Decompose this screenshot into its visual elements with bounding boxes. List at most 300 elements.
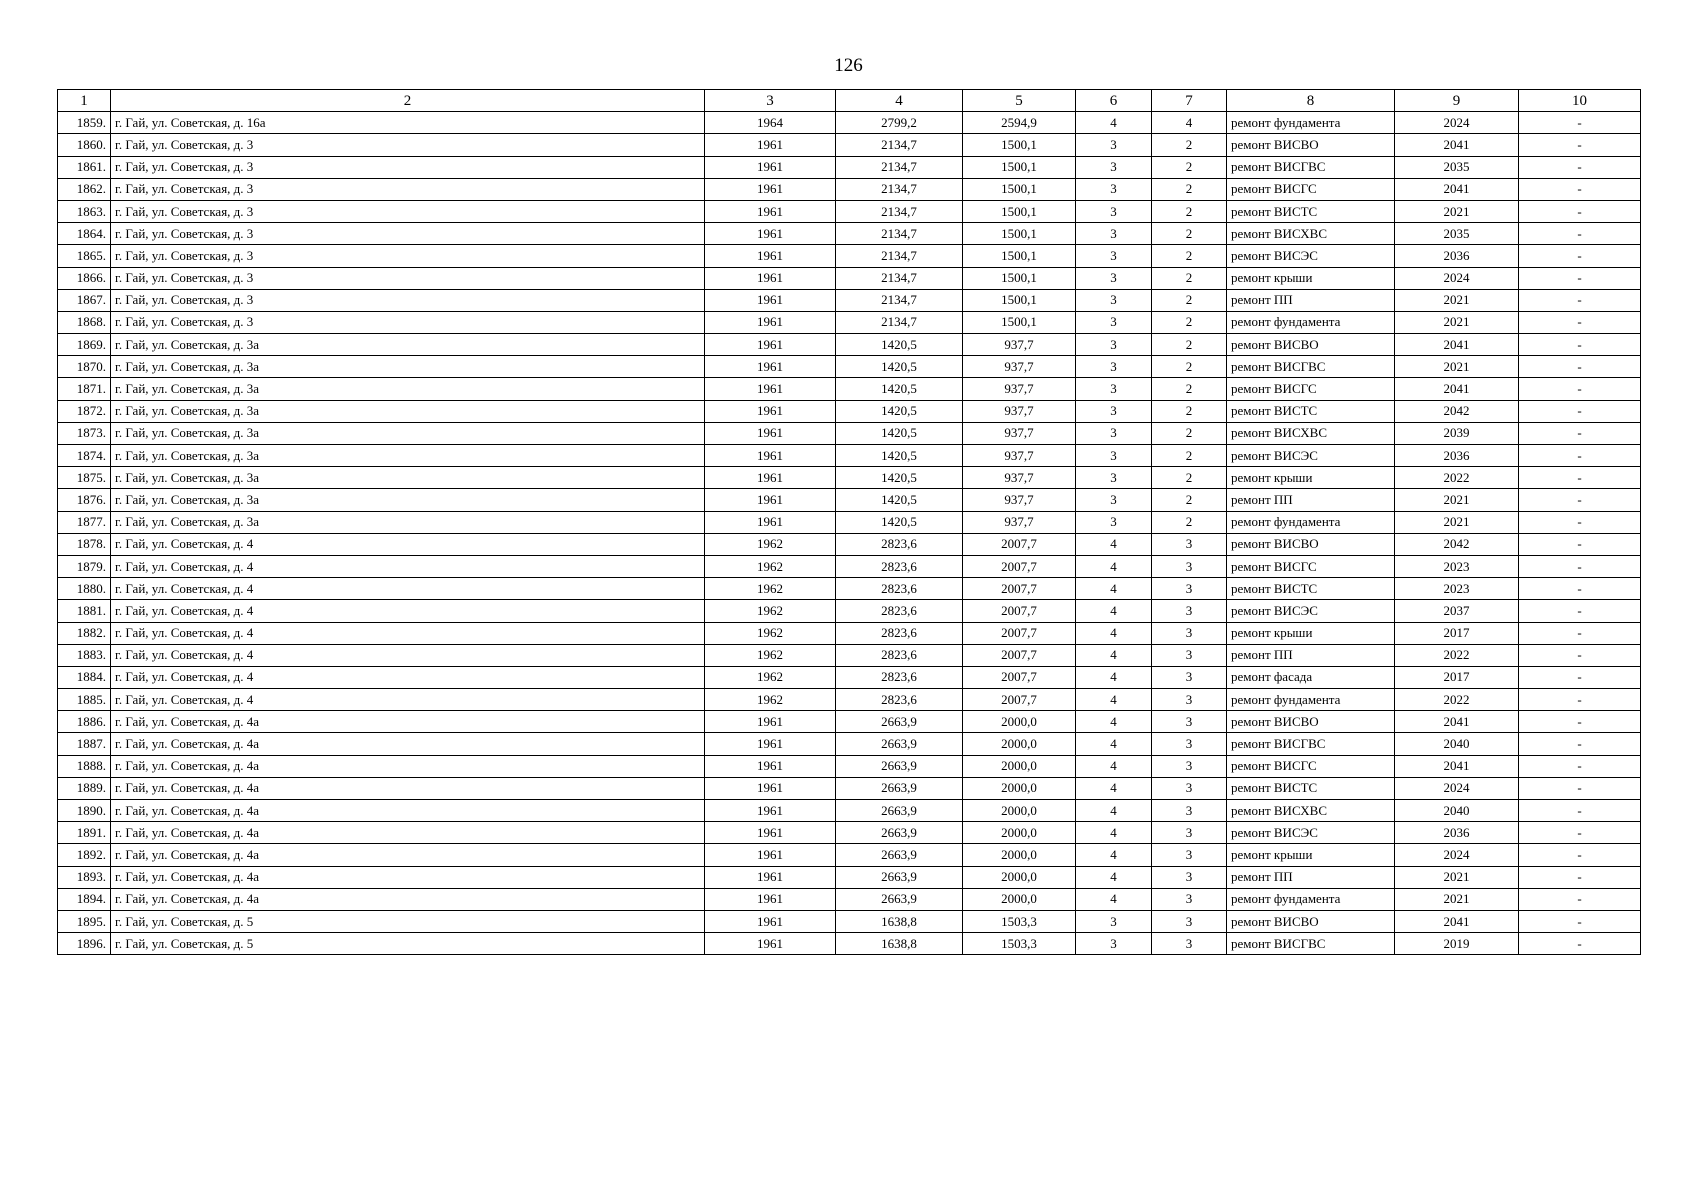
year-cell: 1961 — [705, 178, 836, 200]
work-type-cell: ремонт ВИСГВС — [1227, 356, 1395, 378]
table-row — [58, 400, 1641, 422]
floors-cell: 4 — [1076, 533, 1152, 555]
total-area-cell: 2134,7 — [836, 156, 963, 178]
note-cell: - — [1519, 223, 1641, 245]
total-area-cell: 2663,9 — [836, 822, 963, 844]
entrances-cell: 2 — [1152, 267, 1227, 289]
entrances-cell: 3 — [1152, 910, 1227, 932]
address-cell: г. Гай, ул. Советская, д. 4 — [111, 578, 705, 600]
planned-year-cell: 2041 — [1395, 178, 1519, 200]
work-type-cell: ремонт фундамента — [1227, 112, 1395, 134]
living-area-cell: 937,7 — [963, 489, 1076, 511]
note-cell: - — [1519, 933, 1641, 955]
living-area-cell: 2007,7 — [963, 666, 1076, 688]
table-row — [58, 733, 1641, 755]
floors-cell: 3 — [1076, 334, 1152, 356]
work-type-cell: ремонт ВИСТС — [1227, 578, 1395, 600]
note-cell: - — [1519, 777, 1641, 799]
entrances-cell: 3 — [1152, 578, 1227, 600]
address-cell: г. Гай, ул. Советская, д. 3 — [111, 156, 705, 178]
column-header: 10 — [1519, 90, 1641, 112]
work-type-cell: ремонт ВИСХВС — [1227, 223, 1395, 245]
column-header: 7 — [1152, 90, 1227, 112]
work-type-cell: ремонт фасада — [1227, 666, 1395, 688]
floors-cell: 4 — [1076, 822, 1152, 844]
planned-year-cell: 2024 — [1395, 844, 1519, 866]
year-cell: 1961 — [705, 134, 836, 156]
living-area-cell: 937,7 — [963, 334, 1076, 356]
total-area-cell: 2823,6 — [836, 689, 963, 711]
address-cell: г. Гай, ул. Советская, д. 4 — [111, 622, 705, 644]
entrances-cell: 2 — [1152, 400, 1227, 422]
work-type-cell: ремонт ВИСГС — [1227, 555, 1395, 577]
total-area-cell: 2823,6 — [836, 600, 963, 622]
planned-year-cell: 2039 — [1395, 422, 1519, 444]
year-cell: 1962 — [705, 600, 836, 622]
total-area-cell: 2663,9 — [836, 711, 963, 733]
column-header: 9 — [1395, 90, 1519, 112]
row-number-cell: 1877. — [58, 511, 111, 533]
entrances-cell: 3 — [1152, 622, 1227, 644]
address-cell: г. Гай, ул. Советская, д. 3а — [111, 467, 705, 489]
planned-year-cell: 2036 — [1395, 445, 1519, 467]
entrances-cell: 2 — [1152, 156, 1227, 178]
year-cell: 1962 — [705, 666, 836, 688]
row-number-cell: 1881. — [58, 600, 111, 622]
row-number-cell: 1882. — [58, 622, 111, 644]
floors-cell: 3 — [1076, 289, 1152, 311]
floors-cell: 3 — [1076, 356, 1152, 378]
living-area-cell: 1503,3 — [963, 910, 1076, 932]
column-header: 2 — [111, 90, 705, 112]
column-header: 3 — [705, 90, 836, 112]
floors-cell: 3 — [1076, 511, 1152, 533]
table-row — [58, 910, 1641, 932]
note-cell: - — [1519, 555, 1641, 577]
entrances-cell: 3 — [1152, 755, 1227, 777]
column-header: 6 — [1076, 90, 1152, 112]
planned-year-cell: 2021 — [1395, 356, 1519, 378]
work-type-cell: ремонт ВИСХВС — [1227, 800, 1395, 822]
year-cell: 1962 — [705, 533, 836, 555]
planned-year-cell: 2023 — [1395, 578, 1519, 600]
address-cell: г. Гай, ул. Советская, д. 3а — [111, 356, 705, 378]
row-number-cell: 1890. — [58, 800, 111, 822]
address-cell: г. Гай, ул. Советская, д. 3 — [111, 178, 705, 200]
living-area-cell: 2000,0 — [963, 733, 1076, 755]
total-area-cell: 2823,6 — [836, 644, 963, 666]
floors-cell: 4 — [1076, 689, 1152, 711]
living-area-cell: 2007,7 — [963, 644, 1076, 666]
total-area-cell: 2663,9 — [836, 844, 963, 866]
table-row — [58, 267, 1641, 289]
note-cell: - — [1519, 134, 1641, 156]
table-row — [58, 378, 1641, 400]
row-number-cell: 1867. — [58, 289, 111, 311]
entrances-cell: 2 — [1152, 378, 1227, 400]
address-cell: г. Гай, ул. Советская, д. 5 — [111, 933, 705, 955]
column-header: 8 — [1227, 90, 1395, 112]
total-area-cell: 1420,5 — [836, 445, 963, 467]
planned-year-cell: 2040 — [1395, 800, 1519, 822]
note-cell: - — [1519, 422, 1641, 444]
total-area-cell: 1420,5 — [836, 511, 963, 533]
planned-year-cell: 2021 — [1395, 311, 1519, 333]
entrances-cell: 2 — [1152, 422, 1227, 444]
note-cell: - — [1519, 511, 1641, 533]
planned-year-cell: 2037 — [1395, 600, 1519, 622]
table-row — [58, 445, 1641, 467]
work-type-cell: ремонт крыши — [1227, 844, 1395, 866]
total-area-cell: 2134,7 — [836, 134, 963, 156]
year-cell: 1961 — [705, 356, 836, 378]
row-number-cell: 1860. — [58, 134, 111, 156]
living-area-cell: 2000,0 — [963, 866, 1076, 888]
floors-cell: 3 — [1076, 933, 1152, 955]
table-row — [58, 689, 1641, 711]
living-area-cell: 1500,1 — [963, 289, 1076, 311]
living-area-cell: 1500,1 — [963, 245, 1076, 267]
floors-cell: 4 — [1076, 755, 1152, 777]
total-area-cell: 2134,7 — [836, 267, 963, 289]
floors-cell: 3 — [1076, 311, 1152, 333]
planned-year-cell: 2024 — [1395, 777, 1519, 799]
living-area-cell: 937,7 — [963, 511, 1076, 533]
row-number-cell: 1871. — [58, 378, 111, 400]
floors-cell: 4 — [1076, 578, 1152, 600]
note-cell: - — [1519, 533, 1641, 555]
floors-cell: 3 — [1076, 467, 1152, 489]
table-row — [58, 134, 1641, 156]
year-cell: 1961 — [705, 223, 836, 245]
floors-cell: 3 — [1076, 910, 1152, 932]
address-cell: г. Гай, ул. Советская, д. 3 — [111, 223, 705, 245]
year-cell: 1961 — [705, 844, 836, 866]
living-area-cell: 1500,1 — [963, 223, 1076, 245]
table-row — [58, 555, 1641, 577]
work-type-cell: ремонт крыши — [1227, 267, 1395, 289]
row-number-cell: 1887. — [58, 733, 111, 755]
work-type-cell: ремонт ВИСГС — [1227, 378, 1395, 400]
work-type-cell: ремонт ПП — [1227, 644, 1395, 666]
table-row — [58, 822, 1641, 844]
living-area-cell: 1500,1 — [963, 134, 1076, 156]
work-type-cell: ремонт фундамента — [1227, 689, 1395, 711]
work-type-cell: ремонт ВИСВО — [1227, 533, 1395, 555]
planned-year-cell: 2021 — [1395, 511, 1519, 533]
table-row — [58, 356, 1641, 378]
work-type-cell: ремонт фундамента — [1227, 311, 1395, 333]
floors-cell: 3 — [1076, 156, 1152, 178]
year-cell: 1961 — [705, 200, 836, 222]
entrances-cell: 2 — [1152, 467, 1227, 489]
planned-year-cell: 2024 — [1395, 267, 1519, 289]
planned-year-cell: 2041 — [1395, 334, 1519, 356]
work-type-cell: ремонт ВИСГВС — [1227, 156, 1395, 178]
total-area-cell: 2663,9 — [836, 755, 963, 777]
work-type-cell: ремонт крыши — [1227, 467, 1395, 489]
floors-cell: 4 — [1076, 844, 1152, 866]
planned-year-cell: 2022 — [1395, 467, 1519, 489]
planned-year-cell: 2017 — [1395, 666, 1519, 688]
address-cell: г. Гай, ул. Советская, д. 3а — [111, 445, 705, 467]
year-cell: 1961 — [705, 910, 836, 932]
row-number-cell: 1864. — [58, 223, 111, 245]
total-area-cell: 2823,6 — [836, 578, 963, 600]
row-number-cell: 1859. — [58, 112, 111, 134]
note-cell: - — [1519, 733, 1641, 755]
total-area-cell: 2799,2 — [836, 112, 963, 134]
table-row — [58, 223, 1641, 245]
work-type-cell: ремонт фундамента — [1227, 511, 1395, 533]
address-cell: г. Гай, ул. Советская, д. 3а — [111, 378, 705, 400]
floors-cell: 3 — [1076, 134, 1152, 156]
address-cell: г. Гай, ул. Советская, д. 4 — [111, 555, 705, 577]
address-cell: г. Гай, ул. Советская, д. 4а — [111, 755, 705, 777]
work-type-cell: ремонт ВИСЭС — [1227, 600, 1395, 622]
planned-year-cell: 2024 — [1395, 112, 1519, 134]
living-area-cell: 2000,0 — [963, 888, 1076, 910]
work-type-cell: ремонт ВИСГС — [1227, 755, 1395, 777]
total-area-cell: 2663,9 — [836, 777, 963, 799]
table-row — [58, 666, 1641, 688]
page-number: 126 — [834, 55, 863, 76]
total-area-cell: 1420,5 — [836, 489, 963, 511]
year-cell: 1961 — [705, 445, 836, 467]
entrances-cell: 3 — [1152, 800, 1227, 822]
table-row — [58, 178, 1641, 200]
row-number-cell: 1883. — [58, 644, 111, 666]
row-number-cell: 1872. — [58, 400, 111, 422]
note-cell: - — [1519, 489, 1641, 511]
entrances-cell: 3 — [1152, 689, 1227, 711]
row-number-cell: 1885. — [58, 689, 111, 711]
floors-cell: 4 — [1076, 666, 1152, 688]
total-area-cell: 1420,5 — [836, 356, 963, 378]
floors-cell: 4 — [1076, 555, 1152, 577]
planned-year-cell: 2036 — [1395, 245, 1519, 267]
living-area-cell: 2000,0 — [963, 822, 1076, 844]
table-row — [58, 600, 1641, 622]
total-area-cell: 2134,7 — [836, 178, 963, 200]
address-cell: г. Гай, ул. Советская, д. 4а — [111, 888, 705, 910]
total-area-cell: 1638,8 — [836, 933, 963, 955]
address-cell: г. Гай, ул. Советская, д. 3а — [111, 489, 705, 511]
table-row — [58, 800, 1641, 822]
note-cell: - — [1519, 910, 1641, 932]
row-number-cell: 1888. — [58, 755, 111, 777]
floors-cell: 3 — [1076, 445, 1152, 467]
address-cell: г. Гай, ул. Советская, д. 4 — [111, 533, 705, 555]
living-area-cell: 2000,0 — [963, 755, 1076, 777]
table-row — [58, 777, 1641, 799]
entrances-cell: 3 — [1152, 866, 1227, 888]
note-cell: - — [1519, 666, 1641, 688]
table-row — [58, 289, 1641, 311]
row-number-cell: 1879. — [58, 555, 111, 577]
address-cell: г. Гай, ул. Советская, д. 3 — [111, 267, 705, 289]
year-cell: 1961 — [705, 267, 836, 289]
floors-cell: 3 — [1076, 178, 1152, 200]
table-row — [58, 245, 1641, 267]
living-area-cell: 937,7 — [963, 467, 1076, 489]
address-cell: г. Гай, ул. Советская, д. 3 — [111, 311, 705, 333]
total-area-cell: 2663,9 — [836, 800, 963, 822]
entrances-cell: 2 — [1152, 223, 1227, 245]
entrances-cell: 2 — [1152, 489, 1227, 511]
table-row — [58, 511, 1641, 533]
address-cell: г. Гай, ул. Советская, д. 4а — [111, 844, 705, 866]
year-cell: 1962 — [705, 689, 836, 711]
row-number-cell: 1876. — [58, 489, 111, 511]
year-cell: 1961 — [705, 733, 836, 755]
note-cell: - — [1519, 311, 1641, 333]
address-cell: г. Гай, ул. Советская, д. 4а — [111, 777, 705, 799]
work-type-cell: ремонт ПП — [1227, 289, 1395, 311]
living-area-cell: 2000,0 — [963, 800, 1076, 822]
row-number-cell: 1895. — [58, 910, 111, 932]
table-row — [58, 489, 1641, 511]
row-number-cell: 1892. — [58, 844, 111, 866]
floors-cell: 4 — [1076, 622, 1152, 644]
living-area-cell: 2007,7 — [963, 578, 1076, 600]
row-number-cell: 1894. — [58, 888, 111, 910]
table-row — [58, 467, 1641, 489]
column-header: 1 — [58, 90, 111, 112]
year-cell: 1961 — [705, 289, 836, 311]
year-cell: 1961 — [705, 888, 836, 910]
total-area-cell: 2823,6 — [836, 622, 963, 644]
planned-year-cell: 2042 — [1395, 400, 1519, 422]
table-row — [58, 644, 1641, 666]
work-type-cell: ремонт ВИСВО — [1227, 910, 1395, 932]
address-cell: г. Гай, ул. Советская, д. 4 — [111, 644, 705, 666]
entrances-cell: 2 — [1152, 511, 1227, 533]
work-type-cell: ремонт ВИСТС — [1227, 400, 1395, 422]
planned-year-cell: 2036 — [1395, 822, 1519, 844]
total-area-cell: 2134,7 — [836, 223, 963, 245]
total-area-cell: 2663,9 — [836, 888, 963, 910]
note-cell: - — [1519, 156, 1641, 178]
floors-cell: 4 — [1076, 112, 1152, 134]
note-cell: - — [1519, 844, 1641, 866]
address-cell: г. Гай, ул. Советская, д. 3 — [111, 134, 705, 156]
entrances-cell: 3 — [1152, 666, 1227, 688]
table-row — [58, 933, 1641, 955]
work-type-cell: ремонт ВИСТС — [1227, 777, 1395, 799]
work-type-cell: ремонт ВИСВО — [1227, 711, 1395, 733]
floors-cell: 3 — [1076, 245, 1152, 267]
entrances-cell: 2 — [1152, 178, 1227, 200]
entrances-cell: 4 — [1152, 112, 1227, 134]
living-area-cell: 1500,1 — [963, 200, 1076, 222]
note-cell: - — [1519, 467, 1641, 489]
entrances-cell: 3 — [1152, 533, 1227, 555]
entrances-cell: 3 — [1152, 600, 1227, 622]
year-cell: 1961 — [705, 489, 836, 511]
living-area-cell: 2007,7 — [963, 600, 1076, 622]
floors-cell: 4 — [1076, 733, 1152, 755]
note-cell: - — [1519, 866, 1641, 888]
note-cell: - — [1519, 622, 1641, 644]
note-cell: - — [1519, 445, 1641, 467]
floors-cell: 3 — [1076, 378, 1152, 400]
total-area-cell: 1420,5 — [836, 422, 963, 444]
total-area-cell: 2134,7 — [836, 311, 963, 333]
address-cell: г. Гай, ул. Советская, д. 3а — [111, 400, 705, 422]
floors-cell: 4 — [1076, 866, 1152, 888]
total-area-cell: 2823,6 — [836, 666, 963, 688]
table-row — [58, 888, 1641, 910]
floors-cell: 3 — [1076, 489, 1152, 511]
total-area-cell: 2134,7 — [836, 200, 963, 222]
entrances-cell: 2 — [1152, 289, 1227, 311]
planned-year-cell: 2019 — [1395, 933, 1519, 955]
address-cell: г. Гай, ул. Советская, д. 5 — [111, 910, 705, 932]
living-area-cell: 937,7 — [963, 422, 1076, 444]
year-cell: 1961 — [705, 866, 836, 888]
work-type-cell: ремонт ВИСВО — [1227, 134, 1395, 156]
row-number-cell: 1886. — [58, 711, 111, 733]
year-cell: 1961 — [705, 245, 836, 267]
living-area-cell: 937,7 — [963, 400, 1076, 422]
planned-year-cell: 2021 — [1395, 866, 1519, 888]
planned-year-cell: 2017 — [1395, 622, 1519, 644]
entrances-cell: 2 — [1152, 334, 1227, 356]
year-cell: 1961 — [705, 334, 836, 356]
note-cell: - — [1519, 400, 1641, 422]
year-cell: 1961 — [705, 800, 836, 822]
work-type-cell: ремонт ВИСЭС — [1227, 822, 1395, 844]
table-row — [58, 578, 1641, 600]
entrances-cell: 2 — [1152, 200, 1227, 222]
row-number-cell: 1862. — [58, 178, 111, 200]
address-cell: г. Гай, ул. Советская, д. 4 — [111, 689, 705, 711]
year-cell: 1961 — [705, 156, 836, 178]
note-cell: - — [1519, 289, 1641, 311]
entrances-cell: 2 — [1152, 134, 1227, 156]
living-area-cell: 2007,7 — [963, 622, 1076, 644]
planned-year-cell: 2042 — [1395, 533, 1519, 555]
table-row — [58, 112, 1641, 134]
total-area-cell: 1420,5 — [836, 467, 963, 489]
row-number-cell: 1861. — [58, 156, 111, 178]
row-number-cell: 1884. — [58, 666, 111, 688]
year-cell: 1961 — [705, 422, 836, 444]
entrances-cell: 2 — [1152, 356, 1227, 378]
note-cell: - — [1519, 178, 1641, 200]
note-cell: - — [1519, 378, 1641, 400]
living-area-cell: 1500,1 — [963, 156, 1076, 178]
planned-year-cell: 2021 — [1395, 200, 1519, 222]
year-cell: 1961 — [705, 933, 836, 955]
work-type-cell: ремонт ВИСГВС — [1227, 733, 1395, 755]
note-cell: - — [1519, 800, 1641, 822]
living-area-cell: 1500,1 — [963, 178, 1076, 200]
row-number-cell: 1889. — [58, 777, 111, 799]
table-row — [58, 334, 1641, 356]
year-cell: 1961 — [705, 400, 836, 422]
address-cell: г. Гай, ул. Советская, д. 3 — [111, 200, 705, 222]
planned-year-cell: 2035 — [1395, 223, 1519, 245]
planned-year-cell: 2041 — [1395, 711, 1519, 733]
year-cell: 1962 — [705, 644, 836, 666]
living-area-cell: 937,7 — [963, 356, 1076, 378]
living-area-cell: 1500,1 — [963, 267, 1076, 289]
address-cell: г. Гай, ул. Советская, д. 4а — [111, 733, 705, 755]
row-number-cell: 1869. — [58, 334, 111, 356]
entrances-cell: 3 — [1152, 933, 1227, 955]
